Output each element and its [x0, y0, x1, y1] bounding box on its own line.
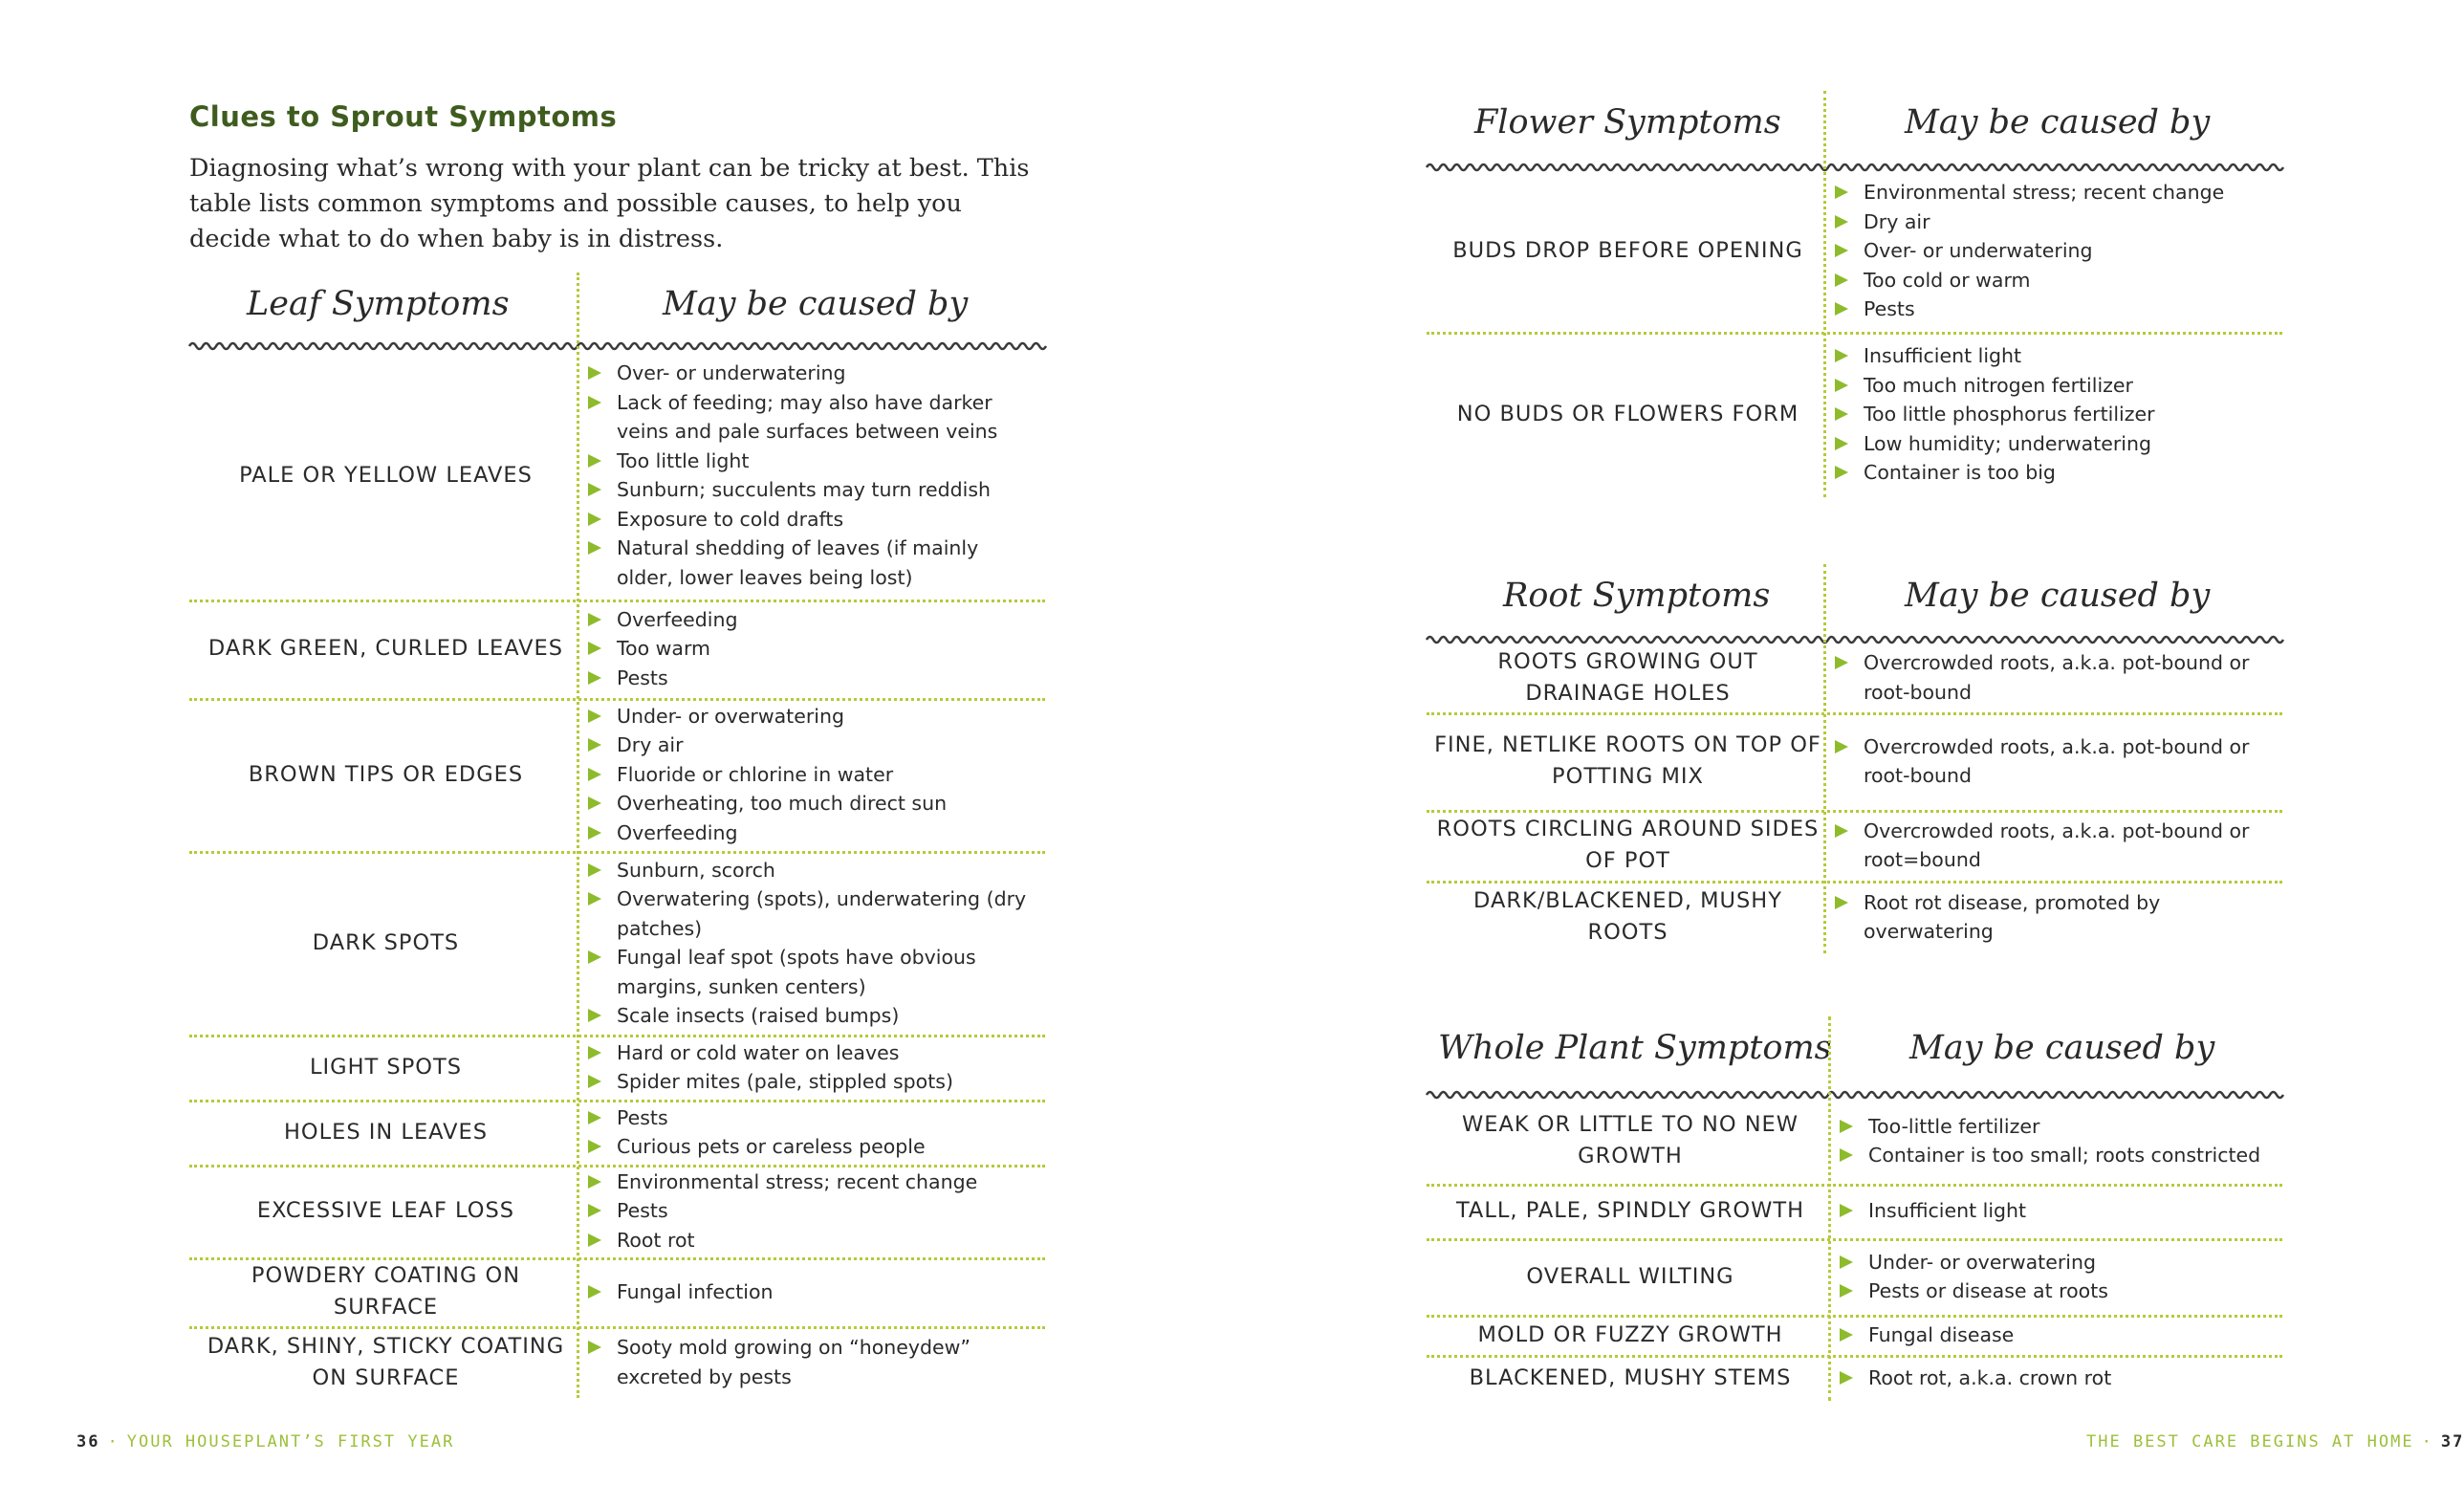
cause-item: [584, 943, 1036, 1001]
cause-item: [584, 1277, 1036, 1307]
triangle-bullet-icon: [588, 1285, 601, 1299]
cause-text: Scale insects (raised bumps): [617, 1004, 900, 1027]
triangle-bullet-icon: [588, 892, 601, 906]
cause-text: Exposure to cold drafts: [617, 507, 844, 531]
cause-list: [1831, 170, 2273, 332]
cause-text: Pests or disease at roots: [1868, 1279, 2108, 1302]
cause-text: Root rot, a.k.a. crown rot: [1868, 1365, 2112, 1389]
cause-list: [584, 1100, 1036, 1165]
table-row: [189, 600, 1045, 701]
triangle-bullet-icon: [1835, 466, 1848, 479]
triangle-bullet-icon: [1840, 1371, 1853, 1385]
cause-item: [1836, 1196, 2273, 1226]
cause-text: Environmental stress; recent change: [1864, 181, 2225, 205]
running-title: THE BEST CARE BEGINS AT HOME: [2086, 1432, 2414, 1451]
triangle-bullet-icon: [588, 513, 601, 526]
cause-list: [584, 698, 1036, 851]
cause-text: Fluoride or chlorine in water: [617, 762, 894, 786]
symptom-cell: LIGHT SPOTS: [309, 1054, 462, 1080]
cause-text: Sunburn; succulents may turn reddish: [617, 478, 992, 501]
triangle-bullet-icon: [1835, 302, 1848, 316]
cause-item: [584, 1333, 1036, 1391]
triangle-bullet-icon: [1835, 215, 1848, 229]
triangle-bullet-icon: [588, 1140, 601, 1153]
triangle-bullet-icon: [1835, 437, 1848, 450]
cause-list: [1836, 1355, 2273, 1401]
cause-item: [1831, 236, 2273, 266]
cause-item: [1831, 888, 2273, 947]
cause-list: [584, 1257, 1036, 1326]
cause-text: Too much nitrogen fertilizer: [1864, 373, 2133, 397]
cause-item: [1831, 266, 2273, 295]
cause-list: [584, 1165, 1036, 1257]
cause-item: [584, 1226, 1036, 1255]
symptom-cell: POWDERY COATING ON SURFACE: [251, 1263, 521, 1320]
triangle-bullet-icon: [588, 768, 601, 781]
cause-text: Too little phosphorus fertilizer: [1864, 403, 2155, 426]
cause-item: [584, 1067, 1036, 1097]
cause-list: [1836, 1315, 2273, 1355]
cause-text: Low humidity; underwatering: [1864, 431, 2151, 455]
cause-text: Overfeeding: [617, 820, 738, 844]
cause-text: Overcrowded roots, a.k.a. pot-bound or root-bound: [1864, 734, 2250, 787]
cause-text: Sunburn, scorch: [617, 858, 775, 882]
cause-text: Spider mites (pale, stippled spots): [617, 1070, 953, 1093]
cause-text: Dry air: [617, 733, 684, 757]
triangle-bullet-icon: [588, 1009, 601, 1022]
cause-text: Natural shedding of leaves (if mainly older, lower leaves being lost): [617, 536, 979, 589]
cause-item: [584, 818, 1036, 848]
cause-text: Too-little fertilizer: [1868, 1114, 2040, 1138]
cause-list: [584, 851, 1036, 1035]
cause-item: [1836, 1141, 2273, 1170]
cause-item: [1831, 817, 2273, 875]
cause-text: Overheating, too much direct sun: [617, 792, 948, 816]
left-footer: 36 · YOUR HOUSEPLANT’S FIRST YEAR: [76, 1432, 455, 1451]
cause-text: Overwatering (spots), underwatering (dry patches): [617, 887, 1027, 940]
cause-text: Sooty mold growing on “honeydew” excreted by pests: [617, 1336, 970, 1388]
cause-item: [584, 664, 1036, 693]
root-symptoms-table: [1427, 569, 2282, 953]
cause-text: Insufficient light: [1864, 344, 2022, 368]
cause-list: [1836, 1098, 2273, 1184]
cause-item: [584, 760, 1036, 790]
cause-item: [1831, 178, 2273, 207]
triangle-bullet-icon: [588, 671, 601, 685]
cause-item: [584, 884, 1036, 943]
triangle-bullet-icon: [1835, 740, 1848, 753]
cause-text: Fungal leaf spot (spots have obvious margins, sunken centers): [617, 946, 976, 998]
triangle-bullet-icon: [1840, 1284, 1853, 1298]
cause-text: Pests: [617, 1199, 668, 1223]
cause-text: Over- or underwatering: [617, 361, 846, 384]
table-row: [189, 351, 1045, 602]
cause-item: [584, 447, 1036, 476]
triangle-bullet-icon: [588, 709, 601, 723]
cause-list: [1831, 332, 2273, 497]
cause-text: Container is too small; roots constricted: [1868, 1144, 2261, 1167]
triangle-bullet-icon: [1835, 244, 1848, 257]
triangle-bullet-icon: [588, 1341, 601, 1354]
cause-text: Insufficient light: [1868, 1199, 2027, 1223]
cause-text: Root rot: [617, 1228, 695, 1252]
symptom-cell: ROOTS CIRCLING AROUND SIDES OF POT: [1436, 817, 1820, 873]
symptom-cell: BUDS DROP BEFORE OPENING: [1452, 238, 1803, 263]
table-row: [1427, 1315, 2282, 1358]
triangle-bullet-icon: [588, 1075, 601, 1088]
cause-list: [584, 351, 1036, 600]
cause-item: [584, 475, 1036, 505]
cause-item: [584, 1196, 1036, 1226]
triangle-bullet-icon: [588, 826, 601, 840]
triangle-bullet-icon: [1835, 896, 1848, 909]
cause-item: [584, 1038, 1036, 1068]
triangle-bullet-icon: [588, 613, 601, 626]
cause-item: [584, 605, 1036, 635]
intro-paragraph: Diagnosing what’s wrong with your plant can be tricky at best. This table lists common symptoms and possible causes, to help you decide what to do when baby is in distress.: [189, 154, 1030, 253]
cause-text: Dry air: [1864, 209, 1930, 233]
table-row: [1427, 332, 2282, 497]
triangle-bullet-icon: [1835, 407, 1848, 421]
triangle-bullet-icon: [1840, 1204, 1853, 1217]
symptom-cell: PALE OR YELLOW LEAVES: [239, 462, 533, 488]
cause-item: [1831, 371, 2273, 401]
cause-item: [584, 534, 1036, 592]
table-row: [1427, 810, 2282, 884]
triangle-bullet-icon: [588, 738, 601, 752]
table-row: [189, 698, 1045, 854]
cause-item: [584, 388, 1036, 447]
symptom-cell: EXCESSIVE LEAF LOSS: [256, 1198, 515, 1223]
cause-text: Container is too big: [1864, 461, 2056, 485]
symptom-cell: MOLD OR FUZZY GROWTH: [1477, 1321, 1783, 1347]
triangle-bullet-icon: [588, 541, 601, 555]
triangle-bullet-icon: [588, 454, 601, 468]
cause-list: [1836, 1184, 2273, 1238]
triangle-bullet-icon: [1840, 1328, 1853, 1342]
table-row: [189, 1035, 1045, 1102]
cause-list: [1831, 810, 2273, 881]
symptom-cell: DARK GREEN, CURLED LEAVES: [207, 636, 564, 661]
cause-column-header: May be caused by: [663, 285, 969, 323]
table-row: [1427, 1238, 2282, 1318]
table-row: [1427, 1184, 2282, 1241]
page-number: 36: [76, 1432, 100, 1451]
cause-list: [1831, 881, 2273, 953]
triangle-bullet-icon: [588, 1046, 601, 1059]
triangle-bullet-icon: [588, 366, 601, 380]
cause-item: [584, 789, 1036, 818]
triangle-bullet-icon: [588, 863, 601, 877]
symptom-cell: TALL, PALE, SPINDLY GROWTH: [1455, 1198, 1805, 1223]
cause-item: [1831, 429, 2273, 459]
cause-text: Pests: [617, 1105, 668, 1129]
symptom-cell: BROWN TIPS OR EDGES: [248, 761, 524, 787]
cause-text: Curious pets or careless people: [617, 1135, 926, 1158]
cause-item: [584, 1103, 1036, 1133]
cause-text: Root rot disease, promoted by overwatering: [1864, 890, 2161, 943]
table-row: [189, 851, 1045, 1037]
symptom-column-header: Leaf Symptoms: [247, 285, 510, 323]
cause-item: [584, 1132, 1036, 1162]
cause-text: Overcrowded roots, a.k.a. pot-bound or root-bound: [1864, 651, 2250, 704]
triangle-bullet-icon: [588, 1204, 601, 1217]
cause-item: [584, 359, 1036, 388]
symptom-column-header: Whole Plant Symptoms: [1438, 1029, 1832, 1067]
cause-text: Under- or overwatering: [1868, 1250, 2096, 1274]
cause-item: [1831, 207, 2273, 237]
symptom-cell: DARK SPOTS: [312, 929, 460, 955]
cause-item: [584, 505, 1036, 535]
triangle-bullet-icon: [1835, 379, 1848, 392]
running-title: YOUR HOUSEPLANT’S FIRST YEAR: [126, 1432, 455, 1451]
cause-item: [584, 1001, 1036, 1031]
cause-item: [584, 702, 1036, 731]
cause-list: [584, 1326, 1036, 1398]
table-row: [1427, 170, 2282, 335]
cause-item: [1831, 341, 2273, 371]
cause-item: [1836, 1248, 2273, 1277]
triangle-bullet-icon: [588, 1111, 601, 1124]
cause-list: [1831, 643, 2273, 712]
symptom-cell: NO BUDS OR FLOWERS FORM: [1456, 402, 1799, 426]
triangle-bullet-icon: [1835, 824, 1848, 838]
cause-text: Too little light: [617, 448, 750, 472]
triangle-bullet-icon: [1835, 656, 1848, 669]
cause-text: Overfeeding: [617, 607, 738, 631]
triangle-bullet-icon: [588, 950, 601, 964]
cause-item: [584, 1168, 1036, 1197]
cause-text: Too warm: [617, 637, 711, 661]
cause-column-header: May be caused by: [1905, 103, 2211, 142]
table-row: [1427, 1098, 2282, 1187]
triangle-bullet-icon: [588, 396, 601, 409]
cause-item: [1831, 648, 2273, 707]
triangle-bullet-icon: [588, 797, 601, 810]
table-row: [1427, 712, 2282, 813]
cause-text: Pests: [617, 666, 668, 689]
cause-column-header: May be caused by: [1909, 1029, 2215, 1067]
cause-list: [1831, 712, 2273, 810]
triangle-bullet-icon: [1840, 1255, 1853, 1269]
triangle-bullet-icon: [588, 642, 601, 655]
symptom-cell: ROOTS GROWING OUT DRAINAGE HOLES: [1497, 648, 1758, 706]
cause-text: Pests: [1864, 297, 1915, 321]
triangle-bullet-icon: [588, 1175, 601, 1189]
triangle-bullet-icon: [1835, 273, 1848, 287]
cause-text: Hard or cold water on leaves: [617, 1040, 900, 1064]
whole-plant-symptoms-table: [1427, 1021, 2282, 1401]
cause-text: Too cold or warm: [1864, 268, 2031, 292]
triangle-bullet-icon: [588, 483, 601, 496]
cause-item: [584, 856, 1036, 885]
cause-item: [1831, 295, 2273, 324]
cause-text: Over- or underwatering: [1864, 239, 2093, 263]
symptom-cell: DARK, SHINY, STICKY COATING ON SURFACE: [207, 1333, 565, 1390]
triangle-bullet-icon: [1840, 1120, 1853, 1133]
section-heading: Clues to Sprout Symptoms: [189, 100, 618, 133]
cause-item: [1836, 1277, 2273, 1306]
symptom-cell: WEAK OR LITTLE TO NO NEW GROWTH: [1461, 1112, 1799, 1168]
cause-list: [584, 600, 1036, 698]
cause-item: [1836, 1112, 2273, 1142]
table-row: [189, 1165, 1045, 1260]
triangle-bullet-icon: [1835, 186, 1848, 199]
cause-list: [1836, 1238, 2273, 1315]
triangle-bullet-icon: [1835, 349, 1848, 362]
cause-text: Fungal infection: [617, 1279, 774, 1303]
page-number: 37: [2440, 1432, 2464, 1451]
symptom-cell: BLACKENED, MUSHY STEMS: [1469, 1364, 1792, 1390]
triangle-bullet-icon: [588, 1233, 601, 1247]
table-row: [189, 1326, 1045, 1398]
symptom-cell: OVERALL WILTING: [1526, 1263, 1734, 1289]
table-row: [189, 1257, 1045, 1329]
cause-item: [1831, 458, 2273, 488]
symptom-column-header: Flower Symptoms: [1474, 103, 1781, 142]
cause-text: Overcrowded roots, a.k.a. pot-bound or root=bound: [1864, 818, 2250, 871]
symptom-cell: DARK/BLACKENED, MUSHY ROOTS: [1473, 888, 1782, 945]
symptom-cell: FINE, NETLIKE ROOTS ON TOP OF POTTING MIX: [1434, 732, 1821, 789]
cause-text: Fungal disease: [1868, 1322, 2015, 1346]
cause-item: [584, 634, 1036, 664]
leaf-symptoms-table: [189, 277, 1045, 1398]
cause-item: [584, 731, 1036, 760]
symptom-cell: HOLES IN LEAVES: [283, 1119, 489, 1145]
flower-symptoms-table: [1427, 96, 2282, 497]
cause-list: [584, 1035, 1036, 1100]
symptom-column-header: Root Symptoms: [1503, 577, 1771, 615]
cause-item: [1836, 1364, 2273, 1393]
triangle-bullet-icon: [1840, 1148, 1853, 1162]
cause-text: Lack of feeding; may also have darker veins and pale surfaces between veins: [617, 390, 998, 443]
right-footer: THE BEST CARE BEGINS AT HOME · 37: [2086, 1432, 2464, 1451]
cause-text: Under- or overwatering: [617, 704, 844, 728]
cause-item: [1831, 732, 2273, 791]
table-row: [1427, 643, 2282, 715]
cause-text: Environmental stress; recent change: [617, 1169, 978, 1193]
table-row: [189, 1100, 1045, 1168]
table-row: [1427, 881, 2282, 953]
cause-item: [1831, 400, 2273, 429]
cause-column-header: May be caused by: [1905, 577, 2211, 615]
cause-item: [1836, 1320, 2273, 1350]
table-row: [1427, 1355, 2282, 1401]
